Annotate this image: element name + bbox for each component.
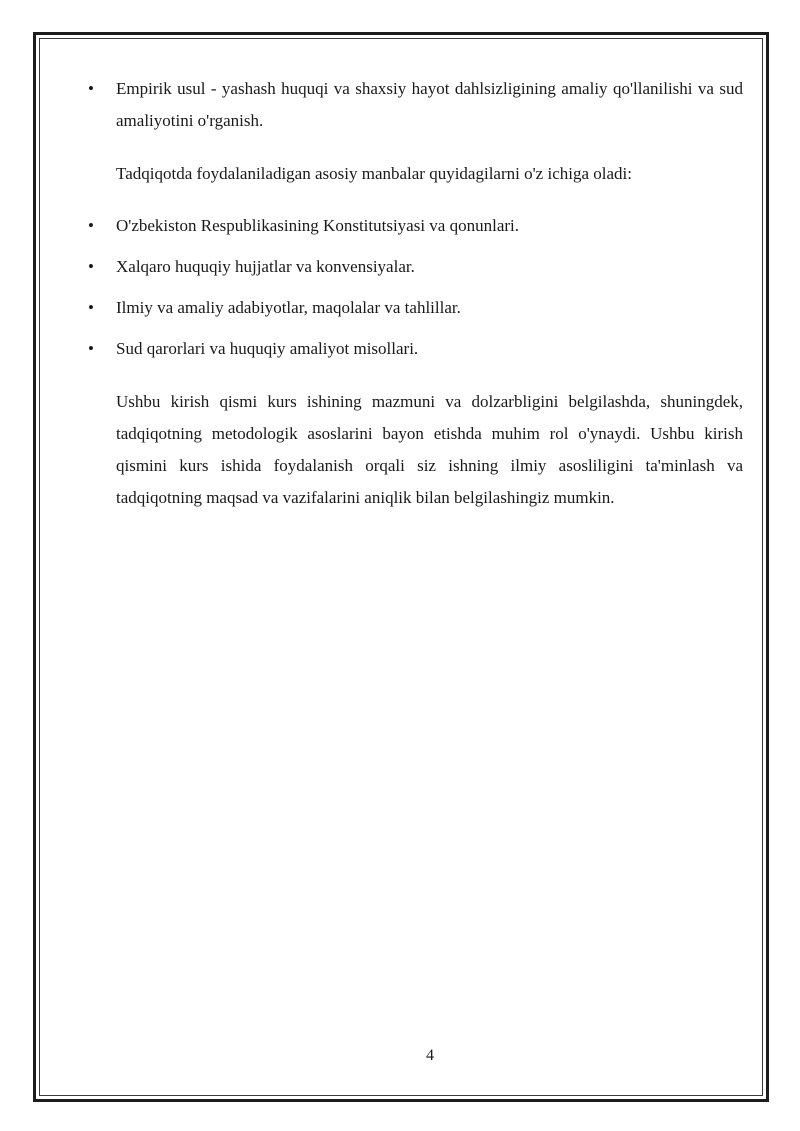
list-item-text: Xalqaro huquqiy hujjatlar va konvensiyalar.: [116, 257, 415, 276]
list-item: [88, 333, 743, 365]
list-item: [88, 251, 743, 283]
list-item-text: Empirik usul - yashash huquqi va shaxsiy hayot dahlsizligining amaliy qo'llanilishi va sud amaliyotini o'rganish.: [116, 79, 743, 130]
bullet-icon: •: [88, 79, 94, 98]
list-item-text: Ilmiy va amaliy adabiyotlar, maqolalar va tahlillar.: [116, 298, 461, 317]
list-item: [88, 73, 743, 137]
paragraph: Ushbu kirish qismi kurs ishining mazmuni va dolzarbligini belgilashda, shuningdek, tadqiqotning metodologik asoslarini bayon etishda muhim rol o'ynaydi. Ushbu kirish qismini kurs ishida foydalanish orqali siz ishning ilmiy asosliligini ta'minlash va tadqiqotning maqsad va vazifalarini aniqlik bilan belgilashingiz mumkin.: [116, 392, 743, 507]
list-item-text: O'zbekiston Respublikasining Konstitutsiyasi va qonunlari.: [116, 216, 520, 235]
page-number: 4: [426, 1047, 434, 1064]
paragraph: Tadqiqotda foydalaniladigan asosiy manbalar quyidagilarni o'z ichiga oladi:: [116, 164, 632, 183]
list-item: [88, 210, 743, 242]
list-item: [88, 292, 743, 324]
bullet-icon: •: [88, 216, 94, 235]
bullet-icon: •: [88, 339, 94, 358]
bullet-icon: •: [88, 298, 94, 317]
bullet-icon: •: [88, 257, 94, 276]
list-item-text: Sud qarorlari va huquqiy amaliyot misollari.: [116, 339, 419, 358]
